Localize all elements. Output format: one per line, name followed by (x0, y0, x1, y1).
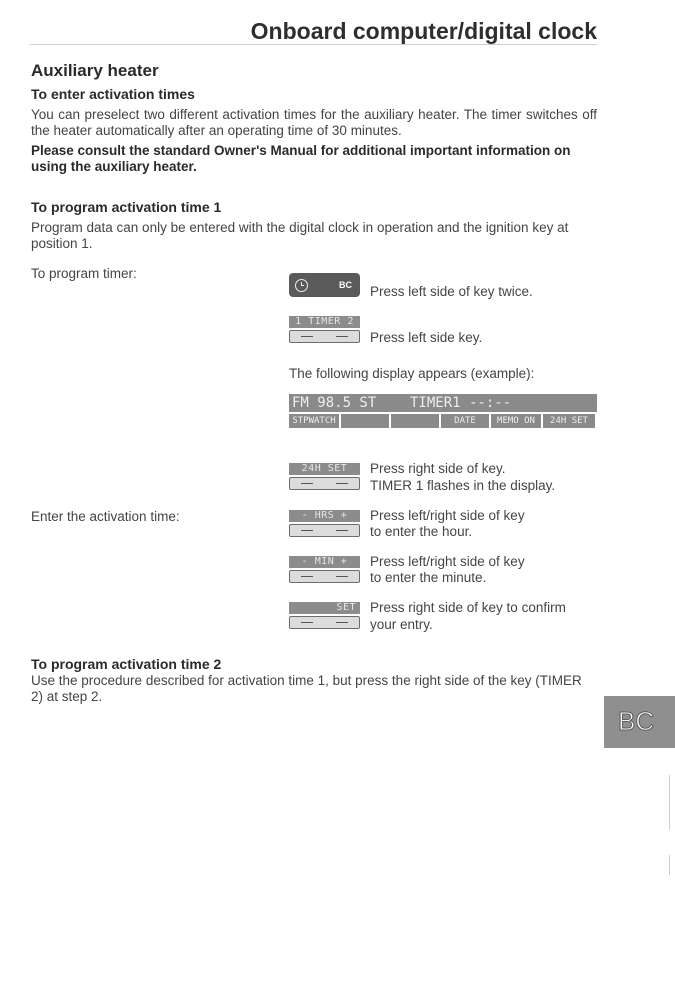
hrs-key[interactable] (289, 510, 360, 537)
chapter-tab-label: BC (618, 706, 655, 736)
softkey-24h-set: 24H SET (543, 414, 595, 428)
display-intro: The following display appears (example): (289, 366, 535, 381)
rocker-switch (289, 330, 360, 343)
24h-set-key-label: 24H SET (289, 463, 360, 475)
page-edge-line (669, 855, 670, 875)
clock-icon (295, 279, 308, 292)
rocker-switch (289, 524, 360, 537)
hrs-key-label: - HRS + (289, 510, 360, 522)
page-title: Onboard computer/digital clock (250, 18, 597, 44)
enter-time-label: Enter the activation time: (31, 509, 180, 524)
softkey-stopwatch: STPWATCH (289, 414, 339, 428)
chapter-tab (604, 696, 675, 748)
rocker-switch (289, 477, 360, 490)
min-key-label: - MIN + (289, 556, 360, 568)
page-edge-line (669, 775, 670, 830)
step5-text-line2: to enter the minute. (370, 570, 487, 585)
display-softkeys (289, 414, 597, 428)
step4-text-line2: to enter the hour. (370, 524, 473, 539)
time1-text: Program data can only be entered with the digital clock in operation and the ignition key at position 1. (31, 220, 569, 251)
softkey-blank (341, 414, 389, 428)
enter-times-heading: To enter activation times (31, 86, 195, 102)
step5-text-line1: Press left/right side of key (370, 554, 525, 569)
softkey-date: DATE (441, 414, 489, 428)
display-top-line: FM 98.5 ST TIMER1 --:-- (289, 394, 597, 412)
step2-text: Press left side key. (370, 330, 483, 345)
timer-key[interactable] (289, 316, 360, 343)
time1-heading: To program activation time 1 (31, 199, 222, 215)
display-example (289, 394, 597, 428)
step3-text-line1: Press right side of key. (370, 461, 506, 476)
softkey-memo-on: MEMO ON (491, 414, 541, 428)
rocker-switch (289, 570, 360, 583)
page-header (30, 18, 597, 45)
bc-key-label: BC (339, 280, 352, 290)
time2-heading: To program activation time 2 (31, 656, 222, 672)
important-note: Please consult the standard Owner's Manual for additional important information on using the auxiliary heater. (31, 143, 571, 174)
set-key[interactable] (289, 602, 360, 629)
enter-times-text: You can preselect two different activation times for the auxiliary heater. The timer switches off the heater automatically after an operating time of 30 minutes. (31, 107, 597, 138)
rocker-switch (289, 616, 360, 629)
step1-text: Press left side of key twice. (370, 284, 533, 299)
timer-key-label: 1 TIMER 2 (289, 316, 360, 328)
bc-key[interactable] (289, 273, 360, 297)
time2-text: Use the procedure described for activation time 1, but press the right side of the key (TIMER 2) at step 2. (31, 673, 582, 704)
24h-set-key[interactable] (289, 463, 360, 490)
step4-text-line1: Press left/right side of key (370, 508, 525, 523)
softkey-blank (391, 414, 439, 428)
step6-text-line2: your entry. (370, 617, 433, 632)
min-key[interactable] (289, 556, 360, 583)
section-title: Auxiliary heater (31, 61, 159, 80)
step3-text-line2: TIMER 1 flashes in the display. (370, 478, 556, 493)
program-timer-label: To program timer: (31, 266, 137, 281)
set-key-label: SET (289, 602, 360, 614)
step6-text-line1: Press right side of key to confirm (370, 600, 566, 615)
